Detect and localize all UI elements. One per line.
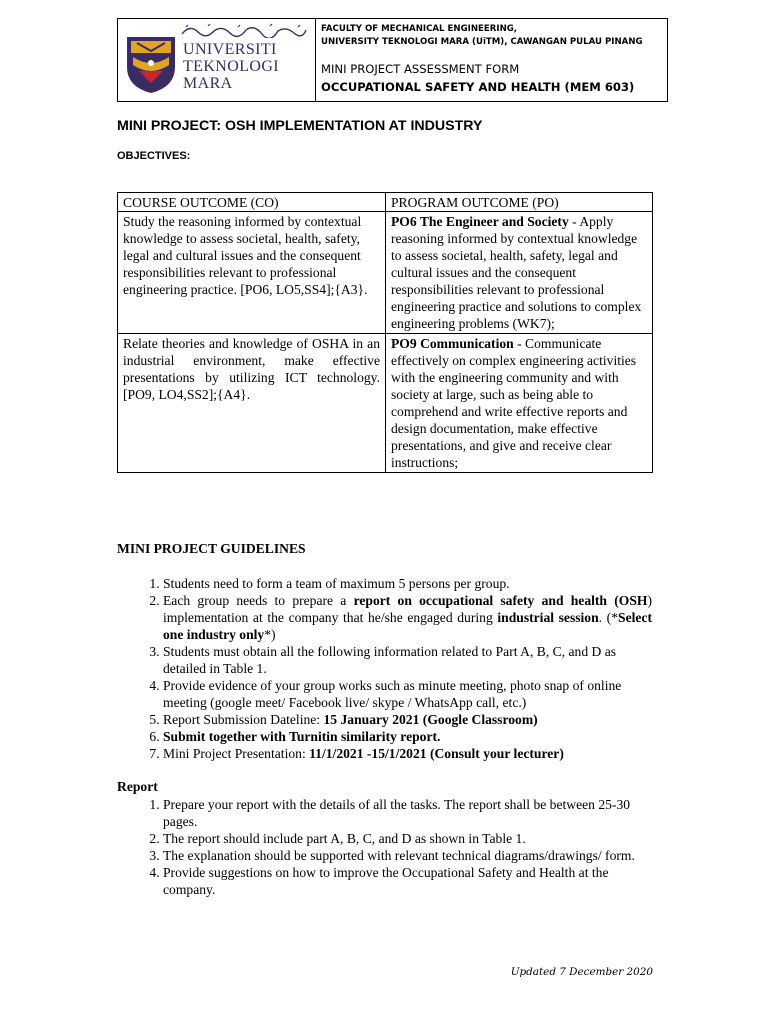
co-header: COURSE OUTCOME (CO) [118, 193, 386, 212]
po-header: PROGRAM OUTCOME (PO) [386, 193, 653, 212]
list-item: 5. Report Submission Dateline: 15 January 2021 (Google Classroom) [163, 711, 652, 728]
list-item: 2. Each group needs to prepare a report on occupational safety and health (OSH) implementation at the company that he/she engaged during industrial session. (*Select one industry only*) [163, 592, 652, 643]
report-list [117, 796, 652, 898]
po-title: PO6 The Engineer and Society [391, 214, 569, 229]
table-row [118, 334, 653, 473]
outcome-table [117, 192, 653, 473]
university-logo [118, 19, 316, 101]
university-name [183, 41, 279, 92]
list-item: 7. Mini Project Presentation: 11/1/2021 -15/1/2021 (Consult your lecturer) [163, 745, 652, 762]
co-cell: Study the reasoning informed by contextual knowledge to assess societal, health, safety, legal and cultural issues and the consequent responsibilities relevant to professional engineering practice. [PO6, LO5,SS4];{A3}. [118, 212, 386, 334]
logo-line-2: TEKNOLOGI [183, 57, 280, 75]
updated-date: Updated 7 December 2020 [510, 966, 653, 978]
uitm-crest-icon [123, 33, 179, 95]
list-item: 1. Prepare your report with the details of all the tasks. The report shall be between 25-30 pages. [163, 796, 652, 830]
list-item: 4. Provide suggestions on how to improve the Occupational Safety and Health at the company. [163, 864, 652, 898]
list-item: 1. Students need to form a team of maximum 5 persons per group. [163, 575, 652, 592]
list-item: 2. The report should include part A, B, C, and D as shown in Table 1. [163, 830, 652, 847]
list-item: 4. Provide evidence of your group works such as minute meeting, photo snap of online meeting (google meet/ Facebook live/ skype / WhatsApp call, etc.) [163, 677, 652, 711]
list-item: 3. Students must obtain all the following information related to Part A, B, C, and D as detailed in Table 1. [163, 643, 652, 677]
guidelines-list [117, 575, 652, 762]
guidelines-heading: MINI PROJECT GUIDELINES [117, 541, 306, 556]
faculty-line-2: UNIVERSITY TEKNOLOGI MARA (UiTM), CAWANGAN PULAU PINANG [321, 37, 643, 47]
header-table [117, 18, 668, 102]
table-header-row [118, 193, 653, 212]
form-title: MINI PROJECT ASSESSMENT FORM [321, 62, 520, 76]
header-info [316, 19, 667, 101]
logo-line-3: MARA [183, 74, 233, 92]
po-cell [386, 212, 653, 334]
list-item: 6. Submit together with Turnitin similarity report. [163, 728, 652, 745]
table-row [118, 212, 653, 334]
co-cell: Relate theories and knowledge of OSHA in an industrial environment, make effective presentations by utilizing ICT technology. [PO9, LO4,SS2];{A4}. [118, 334, 386, 473]
faculty-line-1: FACULTY OF MECHANICAL ENGINEERING, [321, 24, 518, 34]
jawi-script-icon [180, 22, 308, 38]
po-description: - Communicate effectively on complex engineering activities with the engineering community and with society at large, such as being able to comprehend and write effective reports and design documentation, make effective presentations, and give and receive clear instructions; [391, 336, 637, 470]
objectives-label: OBJECTIVES: [117, 150, 191, 162]
po-description: - Apply reasoning informed by contextual knowledge to assess societal, health, safety, legal and cultural issues and the consequent responsibilities relevant to professional engineering practice and solutions to complex engineering problems (WK7); [391, 214, 642, 331]
list-item: 3. The explanation should be supported with relevant technical diagrams/drawings/ form. [163, 847, 652, 864]
page-title: MINI PROJECT: OSH IMPLEMENTATION AT INDUSTRY [117, 118, 483, 134]
course-title: OCCUPATIONAL SAFETY AND HEALTH (MEM 603) [321, 80, 635, 94]
report-heading: Report [117, 779, 158, 794]
logo-line-1: UNIVERSITI [183, 40, 277, 58]
po-title: PO9 Communication [391, 336, 514, 351]
po-cell [386, 334, 653, 473]
